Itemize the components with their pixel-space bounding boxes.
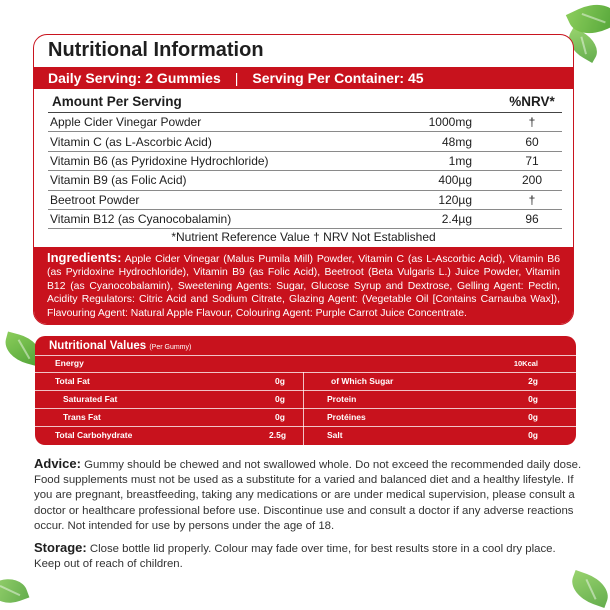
header-nrv: %NRV* [509,94,555,109]
nv-left-label: Saturated Fat [63,394,118,404]
advice-label: Advice: [34,456,81,471]
row-amount: 120µg [438,192,472,207]
row-name: Vitamin C (as L-Ascorbic Acid) [50,134,212,149]
divider [303,372,304,445]
storage-section [34,540,582,572]
table-row [48,210,562,229]
ingredients-label: Ingredients: [47,250,122,265]
divider [35,355,576,356]
leaf-icon [567,570,610,608]
nv-title-text: Nutritional Values [49,340,147,352]
nutrition-card [33,34,574,325]
energy-label: Energy [55,358,84,368]
page-title: Nutritional Information [48,39,264,61]
row-name: Beetroot Powder [50,192,140,207]
table-row [48,113,562,132]
nutritional-values-panel [35,336,576,445]
nv-left-label: Trans Fat [63,412,101,422]
serving-separator: | [234,70,239,86]
row-nrv: † [528,115,536,130]
nv-right-value: 2g [528,376,538,386]
nv-right-label: Salt [327,430,343,440]
ingredients-text: Apple Cider Vinegar (Malus Pumila Mill) Powder, Vitamin C (as L-Ascorbic Acid), Vitamin B6 (as Pyridoxine Hydrochloride), Vitamin B9 (as Folic Acid), Beetroot (Beta Vulgaris L.) Juice Powder, Vitamin B12 (as Cyanocobalamin), Sweetening Agents: Sugar, Glucose Syrup and Dextrose, Gelling Agent: Pectin, Acidity Regulators: Citric Acid and Sodium Citrate, Glazing Agent: (Vegetable Oil [Contains Carnauba Wax]), Flavouring Agent: Natural Apple Flavour, Colouring Agent: Purple Carrot Juice Concentrate. [47,254,560,319]
advice-section [34,456,582,534]
row-amount: 1mg [448,153,472,168]
row-nrv: 200 [521,173,543,188]
nv-right-label: Protéines [327,412,366,422]
row-nrv: 60 [525,134,539,149]
nv-subtitle: (Per Gummy) [149,344,192,351]
nutritional-values-title [49,340,191,352]
nv-right-label: of Which Sugar [331,376,394,386]
table-header [48,91,562,113]
row-amount: 400µg [438,173,472,188]
divider [35,372,576,373]
nv-left-label: Total Carbohydrate [55,430,133,440]
nv-left-label: Total Fat [55,376,90,386]
nv-right-label: Protein [327,394,357,404]
nv-left-value: 0g [275,376,285,386]
storage-label: Storage: [34,540,87,555]
divider [35,426,576,427]
nv-right-value: 0g [528,430,538,440]
table-row [48,171,562,190]
energy-value: 10Kcal [513,359,538,368]
daily-serving: Daily Serving: 2 Gummies [48,70,221,86]
row-amount: 48mg [441,134,472,149]
advice-text: Gummy should be chewed and not swallowed whole. Do not exceed the recommended daily dose. Food supplements must not be used as a substitute for a varied and balanced diet and a healthy lifestyle. If you are pregnant, breastfeeding, taking any medications or are under medical supervision, please consult a doctor or healthcare professional before use. Discontinue use and consult a doctor if any adverse reactions occur. Not intended for use by persons under the age of 18. [34,459,582,532]
header-amount: Amount Per Serving [52,94,182,109]
row-amount: 2.4µg [441,212,472,227]
row-nrv: † [528,192,536,207]
nrv-footnote: *Nutrient Reference Value † NRV Not Established [171,230,436,244]
row-nrv: 71 [525,153,539,168]
nv-left-value: 0g [275,394,285,404]
serving-bar [34,67,573,89]
row-name: Vitamin B6 (as Pyridoxine Hydrochloride) [50,153,269,168]
storage-text: Close bottle lid properly. Colour may fade over time, for best results store in a cool dry place. Keep out of reach of children. [34,543,556,571]
serving-per-container: Serving Per Container: 45 [252,70,424,86]
nv-right-value: 0g [528,394,538,404]
ingredients-section [34,247,573,325]
nutrition-table [48,91,562,229]
nv-left-value: 2.5g [269,430,287,440]
divider [35,408,576,409]
row-name: Vitamin B9 (as Folic Acid) [50,173,187,188]
row-name: Apple Cider Vinegar Powder [50,115,202,130]
leaf-icon [0,573,29,609]
divider [35,390,576,391]
table-row [48,132,562,151]
table-row [48,191,562,210]
row-name: Vitamin B12 (as Cyanocobalamin) [50,212,232,227]
row-nrv: 96 [525,212,539,227]
nv-right-value: 0g [528,412,538,422]
row-amount: 1000mg [428,115,472,130]
table-row [48,152,562,171]
nv-left-value: 0g [275,412,285,422]
